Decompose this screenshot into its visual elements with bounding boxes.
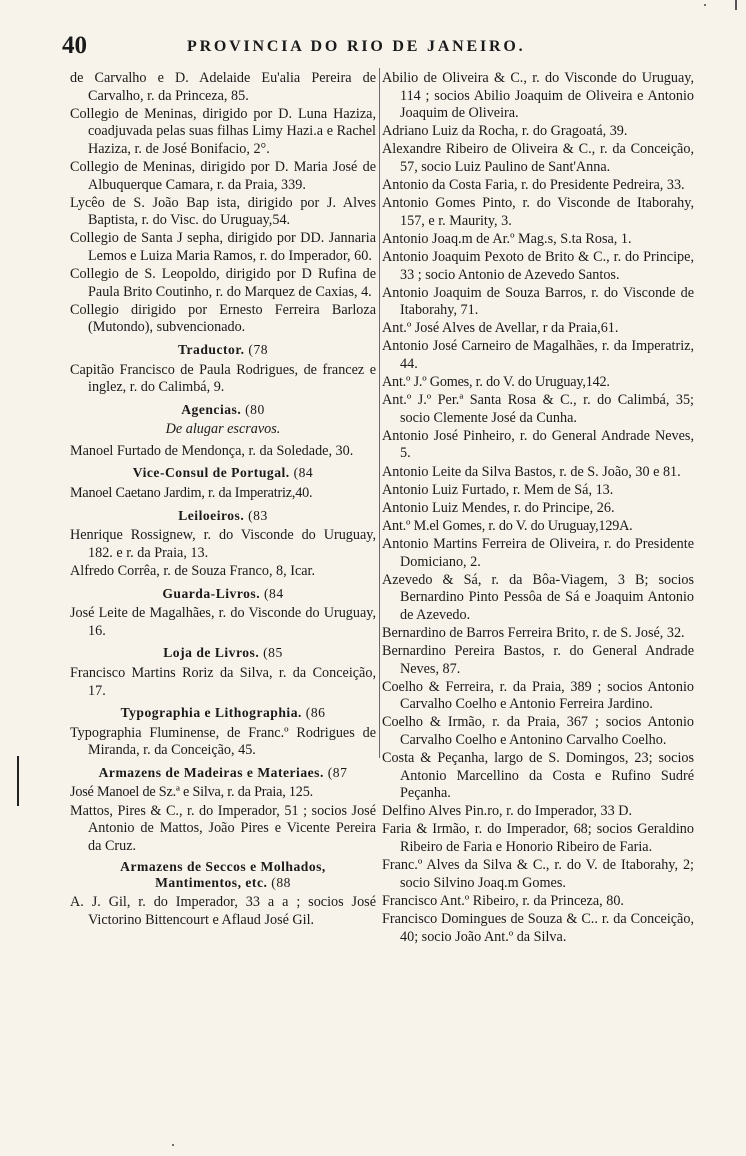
section-code: (88 — [271, 875, 291, 891]
directory-entry: Collegio dirigido por Ernesto Ferreira Barloza (Mutondo), subvencionado. — [70, 301, 376, 336]
section-title: Guarda-Livros. — [162, 585, 261, 601]
directory-entry: Antonio Joaq.m de Ar.º Mag.s, S.ta Rosa, 1. — [382, 230, 632, 247]
directory-entry: Antonio da Costa Faria, r. do Presidente Pedreira, 33. — [382, 177, 685, 194]
section-code: (87 — [327, 764, 348, 780]
directory-entry: Azevedo & Sá, r. da Bôa-Viagem, 3 B; socios Bernardino Pinto Pessôa de Sá e Joaquim Antonio de Azevedo. — [382, 571, 694, 623]
directory-entry: Coelho & Irmão, r. da Praia, 367 ; socios Antonio Carvalho Coelho e Antonino Carvalho Coelho. — [382, 714, 694, 748]
directory-entry: Francisco Ant.º Ribeiro, r. da Princeza, 80. — [382, 892, 624, 909]
directory-entry: Faria & Irmão, r. do Imperador, 68; socios Geraldino Ribeiro de Faria e Honorio Ribeiro de Faria. — [382, 821, 694, 856]
directory-entry: Ant.º J.º Gomes, r. do V. do Uruguay,142. — [382, 374, 610, 391]
directory-entry: Franc.º Alves da Silva & C., r. do V. de Itaborahy, 2; socio Silvino Joaq.m Gomes. — [382, 857, 694, 891]
page-number: 40 — [62, 32, 87, 59]
section-code: (83 — [248, 507, 268, 523]
margin-pencil-mark — [17, 756, 19, 806]
section-heading-vice-consul — [70, 464, 376, 482]
section-heading-leiloeiros — [70, 507, 376, 525]
directory-entry: Antonio Joaquim de Souza Barros, r. do Visconde de Itaborahy, 71. — [382, 284, 694, 319]
directory-entry: Mattos, Pires & C., r. do Imperador, 51 ; socios José Antonio de Mattos, João Pires e Vicente Pereira da Cruz. — [70, 802, 376, 854]
section-title: Loja de Livros. — [163, 645, 260, 661]
directory-entry: Antonio Martins Ferreira de Oliveira, r. do Presidente Domiciano, 2. — [382, 535, 694, 570]
directory-entry: Lycêo de S. João Bap ista, dirigido por J. Alves Baptista, r. do Visc. do Uruguay,54. — [70, 194, 376, 229]
directory-entry: Manoel Caetano Jardim, r. da Imperatriz,40. — [70, 485, 313, 502]
directory-entry: Collegio de S. Leopoldo, dirigido por D Rufina de Paula Brito Coutinho, r. do Marquez de Caxias, 4. — [70, 266, 376, 300]
section-title: Leiloeiros. — [178, 507, 245, 523]
directory-entry: Bernardino Pereira Bastos, r. do General Andrade Neves, 87. — [382, 643, 694, 677]
directory-entry: Henrique Rossignew, r. do Visconde do Uruguay, 182. e r. da Praia, 13. — [70, 527, 376, 561]
section-code: (78 — [248, 341, 269, 357]
directory-entry: A. J. Gil, r. do Imperador, 33 a a ; socios José Victorino Bittencourt e Aflaud José Gil. — [70, 894, 376, 928]
directory-entry: Coelho & Ferreira, r. da Praia, 389 ; socios Antonio Carvalho Coelho e Antonio Ferreira Jardino. — [382, 678, 694, 713]
directory-entry: Delfino Alves Pin.ro, r. do Imperador, 33 D. — [382, 803, 633, 820]
page-corner-mark — [735, 0, 737, 10]
directory-entry: Antonio Joaquim Pexoto de Brito & C., r. do Principe, 33 ; socio Antonio de Azevedo Santos. — [382, 248, 694, 283]
section-heading-armazens-seccos — [70, 859, 376, 891]
directory-entry: Francisco Domingues de Souza & C.. r. da Conceição, 40; socio João Ant.º da Silva. — [382, 910, 694, 945]
directory-entry: Collegio de Santa J sepha, dirigido por DD. Jannaria Lemos e Luiza Maria Ramos, r. do Imperador, 60. — [70, 230, 376, 264]
section-code: (84 — [264, 585, 284, 601]
directory-entry: Ant.º M.el Gomes, r. do V. do Uruguay,129A. — [382, 517, 633, 534]
section-title: Vice-Consul de Portugal. — [132, 465, 290, 481]
directory-entry: Abilio de Oliveira & C., r. do Visconde do Uruguay, 114 ; socios Abilio Joaquim de Oliveira e Antonio Joaquim de Oliveira. — [382, 70, 694, 122]
section-title-continued: Mantimentos, etc. — [155, 875, 268, 891]
directory-entry: Antonio Gomes Pinto, r. do Visconde de Itaborahy, 157, e r. Maurity, 3. — [382, 195, 694, 229]
section-heading-typographia — [70, 704, 376, 722]
section-code: (80 — [245, 401, 265, 417]
column-divider — [379, 68, 380, 758]
page-header — [62, 30, 716, 64]
section-code: (84 — [293, 465, 314, 481]
section-subheading: De alugar escravos. — [165, 421, 281, 438]
section-heading-guarda-livros — [70, 585, 376, 603]
section-title: Traductor. — [177, 341, 245, 357]
section-title: Armazens de Seccos e Molhados, — [120, 859, 326, 875]
directory-entry: José Leite de Magalhães, r. do Visconde do Uruguay, 16. — [70, 605, 376, 639]
directory-entry: Antonio Luiz Mendes, r. do Principe, 26. — [382, 499, 615, 516]
directory-entry: Collegio de Meninas, dirigido por D. Luna Haziza, coadjuvada pelas suas filhas Limy Hazi.a e Rachel Haziza, r. de José Bonifacio, 2°. — [70, 105, 376, 157]
section-code: (85 — [263, 645, 283, 661]
directory-entry: de Carvalho e D. Adelaide Eu'alia Pereira de Carvalho, r. da Princeza, 85. — [70, 70, 376, 104]
directory-entry: Francisco Martins Roriz da Silva, r. da Conceição, 17. — [70, 664, 376, 699]
directory-entry: Manoel Furtado de Mendonça, r. da Soledade, 30. — [70, 442, 354, 459]
directory-entry: Alexandre Ribeiro de Oliveira & C., r. da Conceição, 57, socio Luiz Paulino de Sant'Anna. — [382, 141, 694, 175]
directory-entry: Alfredo Corrêa, r. de Souza Franco, 8, Icar. — [70, 562, 316, 579]
section-title: Armazens de Madeiras e Materiaes. — [98, 764, 324, 780]
section-title: Agencias. — [181, 401, 242, 417]
section-heading-traductor — [70, 341, 376, 359]
directory-entry: Ant.º José Alves de Avellar, r da Praia,61. — [382, 320, 619, 337]
directory-entry: José Manoel de Sz.ª e Silva, r. da Praia, 125. — [70, 784, 313, 801]
page-speck — [704, 4, 706, 6]
directory-entry: Ant.º J.º Per.ª Santa Rosa & C., r. do Calimbá, 35; socio Clemente José da Cunha. — [382, 392, 694, 426]
directory-entry: Antonio José Carneiro de Magalhães, r. da Imperatriz, 44. — [382, 338, 694, 372]
page-speck — [172, 1144, 174, 1146]
section-title: Typographia e Lithographia. — [120, 705, 302, 721]
directory-entry: Collegio de Meninas, dirigido por D. Maria José de Albuquerque Camara, r. da Praia, 339. — [70, 158, 376, 193]
section-heading-loja-livros — [70, 644, 376, 662]
directory-entry: Costa & Peçanha, largo de S. Domingos, 23; socios Antonio Marcellino da Costa e Rufino Sudré Peçanha. — [382, 750, 694, 802]
right-column — [382, 70, 694, 947]
directory-entry: Adriano Luiz da Rocha, r. do Gragoatá, 39. — [382, 123, 628, 140]
section-code: (86 — [305, 705, 326, 721]
running-title: PROVINCIA DO RIO DE JANEIRO. — [187, 38, 526, 55]
directory-entry: Antonio Luiz Furtado, r. Mem de Sá, 13. — [382, 481, 614, 498]
left-column — [70, 70, 376, 930]
directory-entry: Bernardino de Barros Ferreira Brito, r. de S. José, 32. — [382, 624, 685, 641]
directory-entry: Antonio Leite da Silva Bastos, r. de S. João, 30 e 81. — [382, 463, 681, 480]
section-heading-armazens-madeiras — [70, 764, 376, 782]
directory-entry: Antonio José Pinheiro, r. do General Andrade Neves, 5. — [382, 427, 694, 462]
directory-entry: Capitão Francisco de Paula Rodrigues, de francez e inglez, r. do Calimbá, 9. — [70, 361, 376, 396]
directory-entry: Typographia Fluminense, de Franc.º Rodrigues de Miranda, r. da Conceição, 45. — [70, 724, 376, 759]
section-heading-agencias — [70, 401, 376, 419]
